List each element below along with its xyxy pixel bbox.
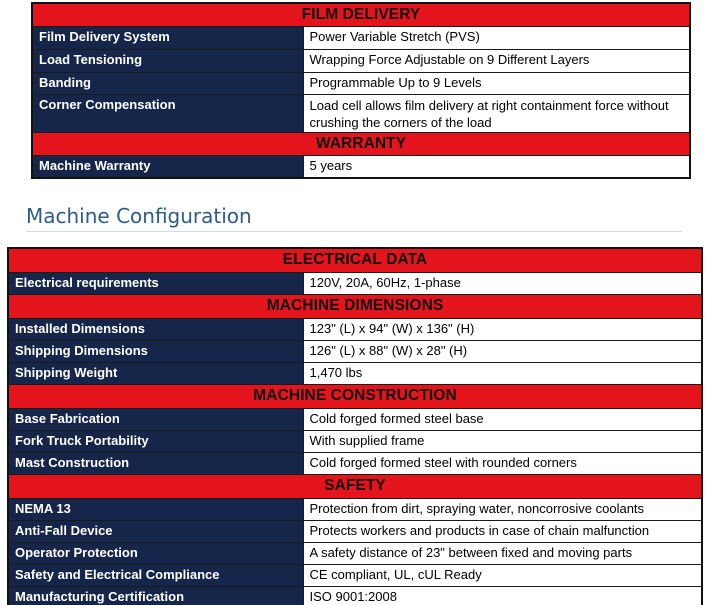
table-row — [32, 26, 690, 49]
row-value: Cold forged formed steel with rounded corners — [303, 452, 702, 474]
machine-config-table — [7, 247, 703, 605]
row-label: Safety and Electrical Compliance — [8, 564, 303, 586]
row-value: 126" (L) x 88" (W) x 28" (H) — [303, 340, 702, 362]
safety-header: SAFETY — [8, 474, 702, 498]
row-value: Load cell allows film delivery at right containment force without crushing the corners of the load — [303, 94, 690, 132]
table-row — [8, 318, 702, 340]
row-label: Banding — [32, 72, 303, 94]
row-label: Mast Construction — [8, 452, 303, 474]
film-delivery-table — [31, 2, 691, 179]
machine-dimensions-header: MACHINE DIMENSIONS — [8, 294, 702, 318]
table-row — [8, 408, 702, 430]
table-row — [32, 94, 690, 132]
row-label: Film Delivery System — [32, 26, 303, 49]
row-label: Shipping Dimensions — [8, 340, 303, 362]
section-divider — [26, 231, 682, 232]
table-row — [32, 72, 690, 94]
row-label: Machine Warranty — [32, 155, 303, 178]
row-label: Electrical requirements — [8, 272, 303, 294]
row-value: 5 years — [303, 155, 690, 178]
electrical-data-header: ELECTRICAL DATA — [8, 248, 702, 272]
table-row — [8, 520, 702, 542]
row-value: Wrapping Force Adjustable on 9 Different Layers — [303, 49, 690, 72]
table-row — [8, 362, 702, 384]
table-row — [8, 586, 702, 605]
row-value: CE compliant, UL, cUL Ready — [303, 564, 702, 586]
row-value: ISO 9001:2008 — [303, 586, 702, 605]
table-row — [8, 542, 702, 564]
row-value: Programmable Up to 9 Levels — [303, 72, 690, 94]
row-label: Load Tensioning — [32, 49, 303, 72]
row-value: With supplied frame — [303, 430, 702, 452]
film-delivery-header: FILM DELIVERY — [32, 3, 690, 26]
row-value: 120V, 20A, 60Hz, 1-phase — [303, 272, 702, 294]
row-value: Protection from dirt, spraying water, noncorrosive coolants — [303, 498, 702, 520]
table-row — [8, 272, 702, 294]
table-row — [32, 49, 690, 72]
row-label: NEMA 13 — [8, 498, 303, 520]
row-value: A safety distance of 23" between fixed and moving parts — [303, 542, 702, 564]
row-value: 123" (L) x 94" (W) x 136" (H) — [303, 318, 702, 340]
row-label: Installed Dimensions — [8, 318, 303, 340]
table-row — [8, 498, 702, 520]
row-label: Operator Protection — [8, 542, 303, 564]
row-label: Base Fabrication — [8, 408, 303, 430]
row-label: Corner Compensation — [32, 94, 303, 132]
row-label: Manufacturing Certification — [8, 586, 303, 605]
row-value: 1,470 lbs — [303, 362, 702, 384]
table-row — [8, 340, 702, 362]
row-value: Protects workers and products in case of chain malfunction — [303, 520, 702, 542]
table-row — [8, 564, 702, 586]
row-value: Power Variable Stretch (PVS) — [303, 26, 690, 49]
section-title: Machine Configuration — [26, 204, 252, 228]
table-row — [8, 452, 702, 474]
row-label: Anti-Fall Device — [8, 520, 303, 542]
row-label: Shipping Weight — [8, 362, 303, 384]
machine-construction-header: MACHINE CONSTRUCTION — [8, 384, 702, 408]
warranty-header: WARRANTY — [32, 132, 690, 155]
row-value: Cold forged formed steel base — [303, 408, 702, 430]
table-row — [32, 155, 690, 178]
table-row — [8, 430, 702, 452]
row-label: Fork Truck Portability — [8, 430, 303, 452]
